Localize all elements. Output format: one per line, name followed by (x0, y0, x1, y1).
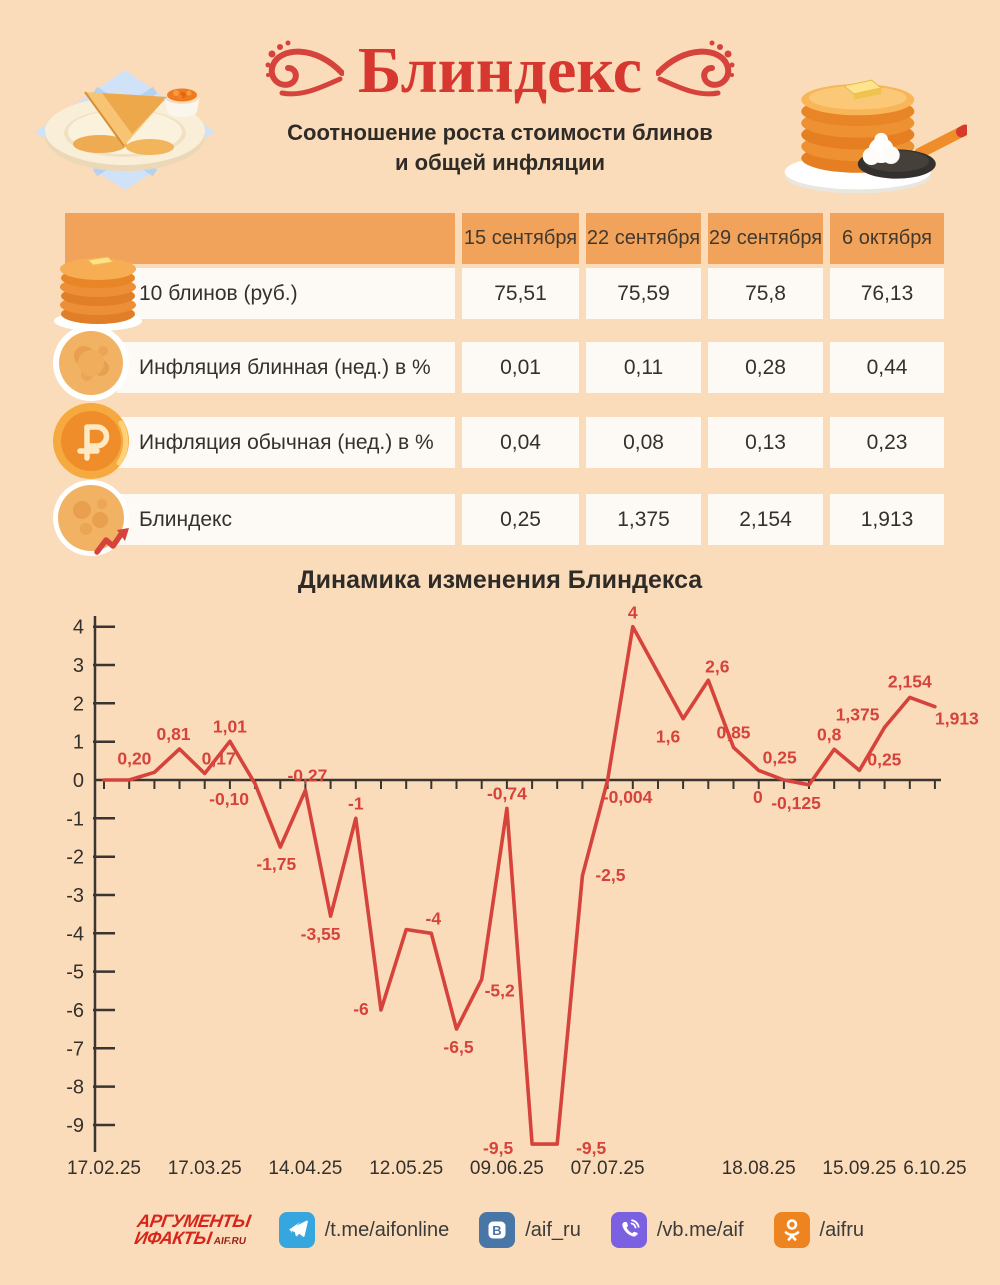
pancake-icon (51, 323, 131, 403)
svg-text:2,6: 2,6 (705, 656, 730, 677)
svg-text:-4: -4 (66, 923, 84, 946)
svg-text:4: 4 (627, 602, 638, 623)
viber-handle[interactable]: /vb.me/aif (656, 1218, 744, 1241)
svg-text:0,20: 0,20 (117, 748, 152, 769)
svg-text:1,375: 1,375 (835, 704, 880, 725)
page-subtitle (0, 118, 1000, 177)
svg-text:14.04.25: 14.04.25 (268, 1158, 343, 1179)
svg-text:-9,5: -9,5 (576, 1138, 607, 1159)
svg-text:-2: -2 (66, 846, 84, 869)
svg-text:-5,2: -5,2 (484, 980, 515, 1001)
row-value: 0,08 (586, 417, 701, 468)
svg-text:0,25: 0,25 (867, 749, 902, 770)
table-row (117, 417, 944, 468)
svg-text:1: 1 (72, 731, 84, 754)
row-value: 75,59 (586, 268, 701, 319)
svg-text:-6,5: -6,5 (443, 1037, 474, 1058)
telegram-icon[interactable] (279, 1212, 315, 1248)
ornament-left-icon (264, 39, 344, 103)
chart-title: Динамика изменения Блиндекса (297, 566, 703, 594)
svg-text:-7: -7 (66, 1038, 84, 1061)
svg-text:09.06.25: 09.06.25 (469, 1158, 544, 1179)
table-row (117, 494, 944, 545)
svg-text:0,81: 0,81 (156, 724, 191, 744)
row-value: 75,8 (708, 268, 823, 319)
svg-text:-3,55: -3,55 (300, 924, 341, 945)
svg-text:-0,125: -0,125 (771, 792, 821, 813)
pancake-trend-icon (51, 478, 131, 558)
row-value: 0,44 (830, 342, 944, 393)
svg-text:0,85: 0,85 (716, 722, 751, 743)
svg-text:0,17: 0,17 (201, 748, 236, 769)
page-title: Блиндекс (357, 34, 643, 107)
svg-text:-0,74: -0,74 (486, 783, 527, 804)
social-link-viber[interactable] (611, 1212, 744, 1248)
ruble-coin-icon (51, 401, 131, 481)
viber-icon[interactable] (611, 1212, 647, 1248)
svg-text:0: 0 (753, 787, 763, 807)
svg-text:2,154: 2,154 (887, 671, 932, 692)
column-header: 6 октября (830, 213, 944, 264)
column-header: 29 сентября (708, 213, 823, 264)
subtitle-line-2: и общей инфляции (395, 149, 605, 175)
svg-text:0,25: 0,25 (762, 747, 797, 768)
row-label: Инфляция блинная (нед.) в % (117, 342, 455, 393)
svg-text:0,8: 0,8 (817, 724, 842, 745)
odnoklassniki-handle[interactable]: /aifru (819, 1218, 865, 1241)
row-value: 0,04 (462, 417, 579, 468)
svg-text:07.07.25: 07.07.25 (570, 1158, 645, 1179)
column-header: 15 сентября (462, 213, 579, 264)
svg-text:6.10.25: 6.10.25 (903, 1158, 967, 1179)
row-label: Инфляция обычная (нед.) в % (117, 417, 455, 468)
svg-text:1,01: 1,01 (212, 716, 247, 737)
social-link-odnoklassniki[interactable] (774, 1212, 864, 1248)
svg-text:-6: -6 (66, 1000, 84, 1022)
svg-text:-9: -9 (66, 1115, 84, 1137)
svg-text:2: 2 (72, 693, 84, 716)
svg-text:-8: -8 (66, 1076, 84, 1099)
svg-text:18.08.25: 18.08.25 (721, 1158, 796, 1179)
telegram-handle[interactable]: /t.me/aifonline (324, 1218, 450, 1241)
pancake-stack-icon (51, 252, 145, 332)
svg-text:1,913: 1,913 (935, 708, 979, 729)
svg-text:-3: -3 (66, 885, 84, 907)
svg-text:-2,5: -2,5 (595, 864, 626, 885)
svg-text:-0,27: -0,27 (287, 765, 328, 786)
table-header-row (65, 213, 944, 264)
svg-text:-5: -5 (66, 961, 84, 984)
svg-text:-1: -1 (348, 793, 364, 814)
svg-text:-1: -1 (66, 808, 84, 831)
footer (0, 1212, 1000, 1248)
subtitle-line-1: Соотношение роста стоимости блинов (287, 120, 713, 145)
odnoklassniki-icon[interactable] (774, 1212, 810, 1248)
row-value: 0,23 (830, 417, 944, 468)
row-value: 0,01 (462, 342, 579, 393)
row-label: Блиндекс (117, 494, 455, 545)
svg-text:17.03.25: 17.03.25 (167, 1158, 242, 1179)
row-value: 0,25 (462, 494, 579, 545)
aif-logo (133, 1210, 252, 1248)
svg-text:4: 4 (72, 616, 84, 639)
svg-text:-0,004: -0,004 (602, 787, 653, 808)
svg-text:В: В (492, 1223, 502, 1238)
row-value: 1,913 (830, 494, 944, 545)
ornament-right-icon (656, 39, 736, 103)
svg-text:17.02.25: 17.02.25 (67, 1158, 141, 1179)
row-value: 0,13 (708, 417, 823, 468)
blindex-line-chart (0, 600, 1000, 1200)
svg-text:15.09.25: 15.09.25 (822, 1158, 897, 1179)
aif-logo-line1: АРГУМЕНТЫ (135, 1210, 252, 1231)
header (0, 34, 1000, 177)
row-value: 75,51 (462, 268, 579, 319)
social-link-telegram[interactable] (279, 1212, 450, 1248)
row-value: 76,13 (830, 268, 944, 319)
svg-text:-1,75: -1,75 (256, 854, 297, 875)
social-link-vk[interactable] (479, 1212, 581, 1248)
row-value: 2,154 (708, 494, 823, 545)
svg-text:3: 3 (72, 655, 84, 677)
table-row (117, 342, 944, 393)
svg-text:12.05.25: 12.05.25 (369, 1158, 444, 1179)
row-label: 10 блинов (руб.) (117, 268, 455, 319)
vk-icon[interactable] (479, 1212, 515, 1248)
aif-logo-line2: ИФАКТЫAIF.RU (133, 1228, 247, 1248)
data-table (65, 213, 944, 545)
svg-text:-4: -4 (425, 908, 442, 929)
aif-site-label: AIF.RU (212, 1236, 247, 1247)
vk-handle[interactable]: /aif_ru (525, 1218, 581, 1241)
row-value: 1,375 (586, 494, 701, 545)
table-row (117, 268, 944, 319)
svg-text:1,6: 1,6 (655, 726, 681, 747)
svg-text:-9,5: -9,5 (483, 1138, 514, 1159)
row-value: 0,11 (586, 342, 701, 393)
svg-text:-0,10: -0,10 (209, 788, 250, 809)
svg-text:0: 0 (72, 770, 84, 792)
column-header: 22 сентября (586, 213, 701, 264)
svg-text:-6: -6 (353, 999, 369, 1019)
row-value: 0,28 (708, 342, 823, 393)
